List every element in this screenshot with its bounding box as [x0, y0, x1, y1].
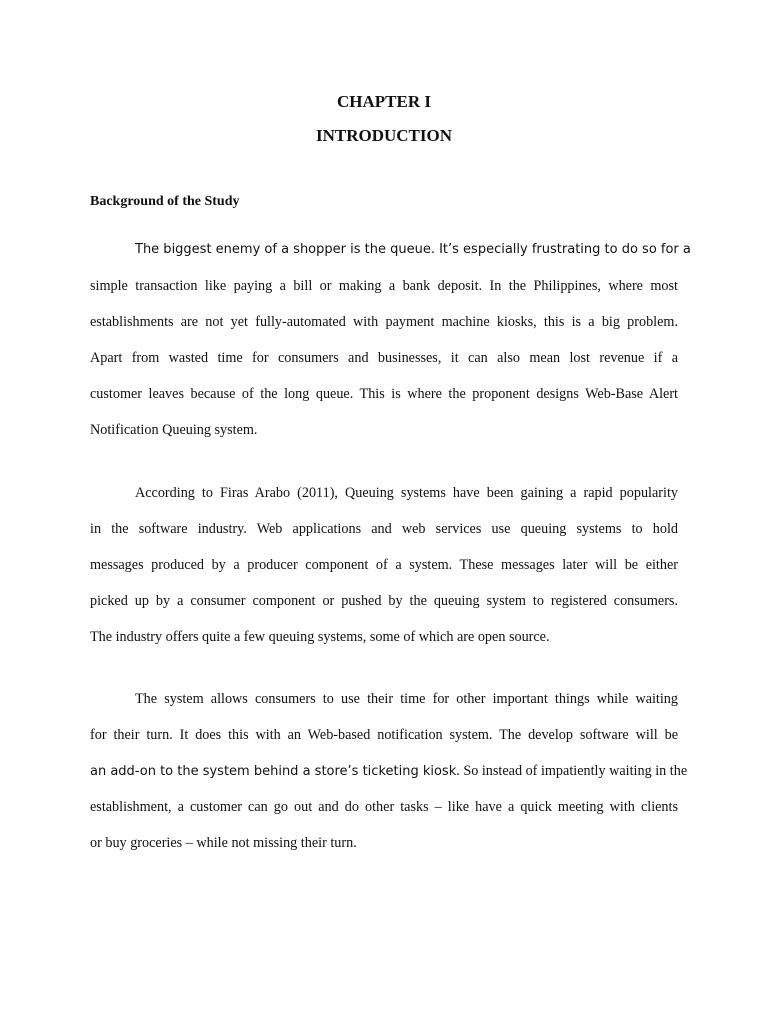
paragraph-line: for their turn. It does this with an Web-based notification system. The develop software will be [90, 727, 678, 743]
paragraph-line: Notification Queuing system. [90, 422, 258, 438]
paragraph-line-segment: . So instead of impatiently waiting in the [456, 763, 688, 779]
paragraph-line-segment: an add-on to the system behind a store’s ticketing kiosk [90, 764, 457, 779]
paragraph-line: The industry offers quite a few queuing systems, some of which are open source. [90, 629, 550, 645]
paragraph-line: customer leaves because of the long queue. This is where the proponent designs Web-Base Alert [90, 386, 678, 402]
paragraph-line: picked up by a consumer component or pushed by the queuing system to registered consumers. [90, 593, 678, 609]
paragraph-line: establishment, a customer can go out and do other tasks – like have a quick meeting with clients [90, 799, 678, 815]
paragraph-line: Apart from wasted time for consumers and businesses, it can also mean lost revenue if a [90, 350, 678, 366]
chapter-number: CHAPTER I [337, 92, 431, 111]
paragraph-1 [90, 241, 691, 457]
paragraph-3 [90, 690, 688, 870]
paragraph-line: The biggest enemy of a shopper is the queue. It’s especially frustrating to do so for a [135, 242, 691, 257]
section-heading: Background of the Study [90, 194, 240, 209]
paragraph-line: According to Firas Arabo (2011), Queuing systems have been gaining a rapid popularity [135, 485, 678, 501]
chapter-title: INTRODUCTION [315, 126, 453, 145]
paragraph-2 [90, 484, 678, 664]
paragraph-line: or buy groceries – while not missing their turn. [90, 835, 357, 851]
paragraph-line: establishments are not yet fully-automated with payment machine kiosks, this is a big problem. [90, 314, 678, 330]
paragraph-line: messages produced by a producer component of a system. These messages later will be either [90, 557, 678, 573]
paragraph-line: simple transaction like paying a bill or making a bank deposit. In the Philippines, where most [90, 278, 678, 294]
paragraph-line: The system allows consumers to use their time for other important things while waiting [135, 691, 678, 707]
paragraph-line: in the software industry. Web applications and web services use queuing systems to hold [90, 521, 678, 537]
paragraph-line-mixed [90, 762, 688, 798]
